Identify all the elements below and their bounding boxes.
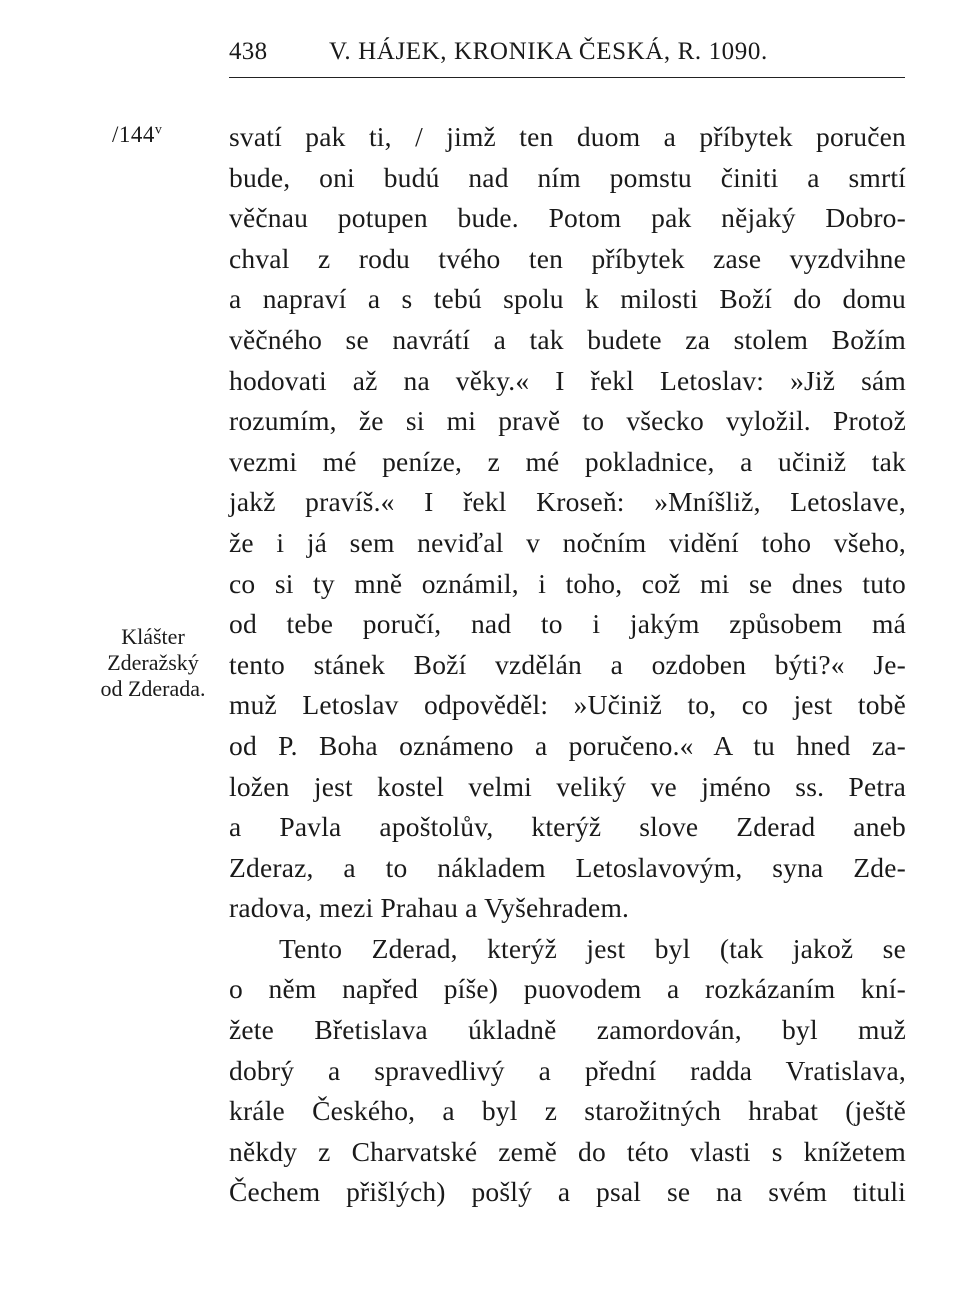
header-rule [229,77,905,78]
text-line: od tebe poručí, nad to i jakým způsobem má [229,608,906,640]
text-line: tento stánek Boží vzdělán a ozdoben býti?« Je- [229,648,906,680]
text-line: a napraví a s tebú spolu k milosti Boží do domu [229,283,906,315]
text-line: ložen jest kostel velmi veliký ve jméno ss. Petra [229,770,906,802]
page-number: 438 [229,38,268,65]
margin-note-line: od Zderada. [100,676,206,701]
text-line: rozumím, že si mi pravě to všecko vyložil. Protož [229,405,906,437]
body-text [229,117,906,1213]
text-line: chval z rodu tvého ten příbytek zase vyzdvihne [229,242,906,274]
paragraph-last-line: radova, mezi Prahau a Vyšehradem. [229,892,630,924]
text-line: věčného se navrátí a tak budete za stolem Božím [229,323,906,355]
folio-side: v [154,122,163,138]
text-line: krále Českého, a byl z starožitných hrabat (ještě [229,1095,906,1127]
text-line: Zderaz, a to nákladem Letoslavovým, syna Zde- [229,851,906,883]
text-line: o něm napřed píše) puovodem a rozkázaním kní- [229,973,906,1005]
text-line: věčnau potupen bude. Potom pak nějaký Dobro- [229,202,906,234]
margin-note [78,624,228,702]
text-line: dobrý a spravedlivý a přední radda Vratislava, [229,1054,906,1086]
text-line: co si ty mně oznámil, i toho, což mi se dnes tuto [229,567,906,599]
folio-number: /144 [112,122,155,147]
text-line: muž Letoslav odpověděl: »Učiniž to, co jest tobě [229,689,906,721]
text-line: od P. Boha oznámeno a poručeno.« A tu hned za- [229,729,906,761]
running-title: V. HÁJEK, KRONIKA ČESKÁ, R. 1090. [329,38,768,65]
text-line: že i já sem neviďal v nočním vidění toho všeho, [229,526,906,558]
text-line: Čechem přišlých) pošlý a psal se na svém tituli [229,1176,906,1208]
text-line: bude, oni budú nad ním pomstu činiti a smrtí [229,161,906,193]
running-head [229,38,905,78]
text-line: někdy z Charvatské země do této vlasti s knížetem [229,1135,906,1167]
text-line: vezmi mé peníze, z mé pokladnice, a učiniž tak [229,445,906,477]
text-line: svatí pak ti, / jimž ten duom a příbytek poručen [229,121,906,152]
paragraph-first-line: Tento Zderad, kterýž jest byl (tak jakož se [279,932,906,964]
margin-folio-reference [112,122,162,148]
text-line: a Pavla apoštolův, kterýž slove Zderad aneb [229,811,906,843]
text-line: žete Břetislava úkladně zamordován, byl muž [229,1014,906,1046]
text-line: hodovati až na věky.« I řekl Letoslav: »Již sám [229,364,906,396]
text-line: jakž pravíš.« I řekl Kroseň: »Mníšliž, Letoslave, [229,486,906,518]
margin-note-line: Klášter [121,624,185,649]
margin-note-line: Zderažský [107,650,199,675]
